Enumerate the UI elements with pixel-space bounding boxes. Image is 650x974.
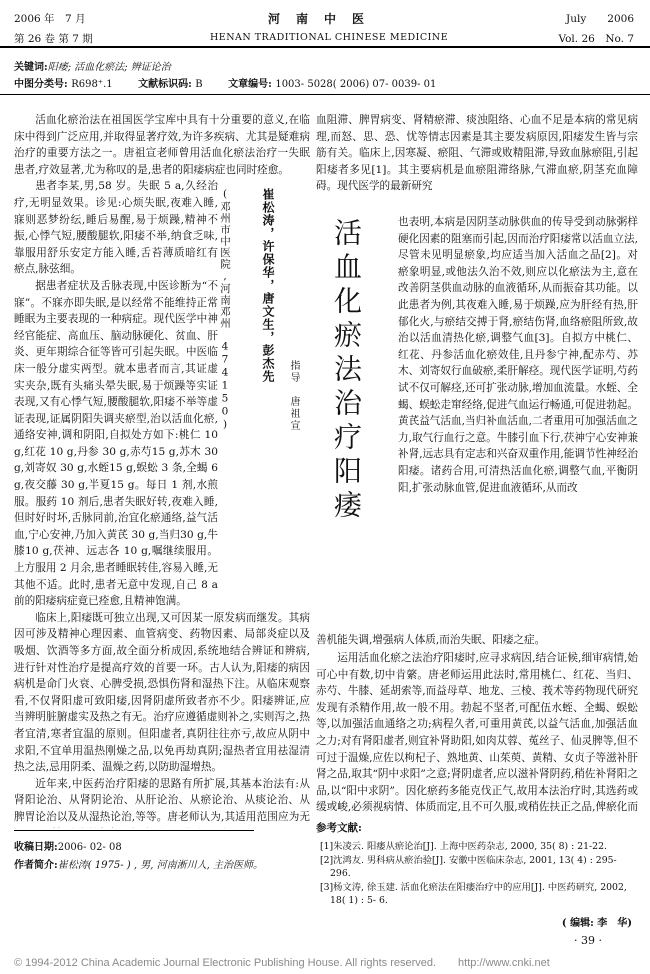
- received-line: [14, 838, 122, 853]
- references-list: [320, 840, 638, 908]
- paragraph: 近年来,中医药治疗阳痿的思路有所扩展,其基本治法有:从肾阳论治、从肾阴论治、从肝论治、从瘀论治、从痰论治、从脾胃论治以及从湿热论治,等等。唐老师认为,其适用范围应为无: [14, 777, 310, 823]
- author-line: [14, 856, 263, 871]
- paragraph: 临床上,阳痿既可独立出现,又可因某一原发病而继发。其病因可涉及精神心理因素、血管病变、药物因素、局部炎症以及吸烟、饮酒等多方面,故全面分析成因,系统地结合辨证和辨病,进行针对性治疗是提高疗效的首要一环。古人认为,阳痿的病因病机是命门火衰、心脾受损,恐惧伤肾和湿热下注。从临床观察看,不仅肾阳虚可致阳痿,因肾阴虚所致者亦不少。阳痿辨证,应当辨明脏腑虚实及热之有无。治疗应遵循虚则补之,实则泻之,热者宜清,寒者宜温的原则。但阳虚者,真阴往往亦亏,故应从阴中求阳,不宜单用温热刚燥之品,以免再劫真阴;湿热者宜用祛湿清热之法,忌用阴柔、温燥之药,以防助湿增热。: [14, 611, 310, 774]
- received-label: 收稿日期:: [14, 842, 58, 853]
- page-number: · 39 ·: [574, 934, 602, 947]
- references-heading: 参考文献:: [316, 822, 362, 834]
- article-title: 活血化瘀法治疗阳痿: [330, 218, 363, 524]
- journal-title-en: HENAN TRADITIONAL CHINESE MEDICINE: [210, 32, 449, 43]
- keywords-line: [14, 58, 171, 73]
- journal-title-cn: 河 南 中 医: [268, 12, 367, 26]
- header-date-en: July 2006: [566, 13, 634, 25]
- classification-line: [14, 75, 644, 90]
- author-info: 崔松涛( 1975- ) , 男, 河南淅川人, 主治医师。: [57, 860, 263, 871]
- authors: 崔松涛，许保华，唐文生，彭杰先: [261, 188, 275, 383]
- header-volume-en: Vol. 26 No. 7: [558, 33, 634, 45]
- article-no-value: 1003- 5028( 2006) 07- 0039- 01: [275, 79, 437, 90]
- editor-note: ( 编辑: 李 华): [561, 918, 632, 929]
- paragraph: 据患者症状及舌脉表现,中医诊断为“不寐”。不寐亦即失眠,是以经常不能维持正常睡眠为主要表现的一种病症。现代医学中神经官能症、高血压、脑动脉硬化、贫血、肝炎、更年期综合征等皆可引起失眠。中医临床一般分虚实两型。就本患者而言,其证虚实夹杂,既有头痛头晕失眠,易于烦躁等实证表现,又有心悸气短,腰酸腿软,阳痿不举等虚证表现,证属阴阳失调夹瘀型,治以活血化瘀,通络安神,调和阴阳,自拟处方如下:桃仁 10 g,红花 10 g,丹参 30 g,赤芍15 g,苏木 30 g,刘寄奴 30 g,水蛭15 g,蜈蚣 3 条,全蝎 6 g,夜交藤 30 g,半夏15 g。每日 1 剂,水煎服。服药 10 剂后,患者失眠好转,夜难入睡,但时好时坏,舌脉同前,治宜化瘀通络,益气活血,宁心安神,乃加入黄芪 30 g,当归30 g,牛膝10 g,茯神、远志各 10 g,嘱继续服用。上方服用 2 月余,患者睡眠转佳,容易入睡,无其他不适。此时,患者无意中发现,自己 8 a 前的阳痿病症竟已痊愈,且精神饱满。: [14, 279, 218, 608]
- right-column-paragraph: [316, 650, 638, 816]
- footnote-rule: [14, 830, 254, 831]
- right-column-after: 善机能失调,增强病人体质,而治失眠、阳痿之症。: [316, 634, 546, 646]
- right-column-narrow: 也表明,本病是因阴茎动脉供血的传导受到动脉粥样硬化因素的阻塞而引起,因而治疗阳痿常以活血立法,尽管未见明显瘀象,均应适当加入活血之品[2]。对瘀象明显,或他法久治不效,则应以化瘀法为主,意在改善阴茎供血动脉的血液循环,从而振奋其功能。以此患者为例,其夜难入睡,易于烦躁,应为肝经有热,肝郁化火,与瘀结交搏于肾,瘀结伤肾,血络瘀阻所致,故治以活血清热化瘀,调整气血[3]。自拟方中桃仁、红花、丹参活血化瘀效佳,且丹参宁神,配赤芍、苏木、刘寄奴行血破瘀,柔肝解痉。现代医学证明,芍药试不仅可解痉,还可扩张动脉,增加血流量。水蛭、全蝎、蜈蚣走窜经络,促进气血运行畅通,可促进勃起。黄芪益气活血,当归补血活血,二者重用可加强活血之力,取气行血行之意。牛膝引血下行,茯神宁心安神兼补肾,远志具有定志和兴奋双重作用,能调节性神经治阳痿。诸药合用,可清热活血化瘀,调整气血,平衡阴阳,扩张动脉血管,促进血液循环,从而改: [398, 216, 638, 494]
- doc-code-value: B: [195, 79, 203, 90]
- copyright-line: © 1994-2012 China Academic Journal Electronic Publishing House. All rights reserved. http://www.cnki.net: [14, 957, 550, 969]
- paragraph: 运用活血化瘀之法治疗阳痿时,应寻求病因,结合证候,细审病情,始可心中有数,切中肯綮。唐老师运用此法时,常用桃仁、红花、当归、赤芍、牛膝、延胡索等,而益母草、地龙、三棱、莪术等药物现代研究发现有杀精作用,故一般不用。勃起不坚者,可配伍水蛭、全蝎、蜈蚣等,以加强活血通络之功;病程久者,可重用黄芪,以益气活血,加强活血之力;对有肾阳虚者,则宜补肾助阳,如肉苁蓉、菟丝子、仙灵脾等,但不可过于温燥,应佐以枸杞子、熟地黄、山茱萸、黄精、女贞子等滋补肝肾之品,取其“阴中求阳”之意;肾阴虚者,应以滋补肾阴药,稍佐补肾阳之品,以“阳中求阴”。因化瘀药多能克伐正气,故用本法治疗时,其选药或缓或峻,必须视病情、体质而定,且不可久服,或稍佐扶正之品,俾瘀化而: [316, 652, 638, 814]
- meta-rule: [0, 94, 650, 95]
- class-value: R698⁺.1: [71, 79, 113, 90]
- keywords-label: 关键词:: [14, 62, 48, 73]
- header-date: 2006 年 7 月: [14, 13, 86, 25]
- right-column-top: 血阻滞、脾胃病变、肾精瘀滞、痰浊阻络、心血不足是本病的常见病理,而怒、思、恐、忧等情志因素是其主要发病原因,阳痿发生皆与宗筋有关。临床上,因寒凝、瘀阻、气滞或败精阻滞,导致血脉瘀阻,引起阳痿者多见[1]。其主要病机是血瘀阻滞络脉,气滞血瘀,阴茎充血障碍。现代医学的最新研究: [316, 114, 638, 193]
- received-date: 2006- 02- 08: [57, 842, 122, 853]
- keywords-value: 阳痿; 活血化瘀法; 辨证论治: [47, 62, 171, 73]
- paragraph: 活血化瘀治法在祖国医学宝库中具有十分重要的意义,在临床中得到广泛应用,并取得显著疗效,为许多疾病、尤其是疑难病治疗的重要方法之一。唐祖宣老师曾用活血化瘀法治疗一失眠患者,疗效显著,尤为称叹的是,患者的阳痿病症也同时痊愈。: [14, 114, 310, 176]
- class-label: 中图分类号:: [14, 79, 68, 90]
- reference-item: [3]杨文涛, 徐玉建. 活血化瘀法在阳痿治疗中的应用[J]. 中医药研究, 2002, 18( 1) : 5- 6.: [320, 881, 627, 906]
- paragraph: 患者李某,男,58 岁。失眠 5 a,久经治疗,无明显效果。诊见:心烦失眠,夜难入睡,寐则恶梦纷纭,睡后易醒,易于烦躁,精神不振,心悸气短,腰酸腿软,阳痿不举,纳食乏味,靠服用舒乐安定方能入睡,舌苔薄质暗红有瘀点,脉弦细。: [14, 180, 218, 276]
- affiliation: (邓州市中医院,河南邓州 474150): [219, 188, 231, 432]
- reference-item: [1]朱凌云. 阳痿从瘀论治[J]. 上海中医药杂志, 2000, 35( 8) : 21-22.: [320, 841, 607, 852]
- doc-code-label: 文献标识码:: [138, 79, 192, 90]
- article-no-label: 文章编号:: [228, 79, 272, 90]
- reference-item: [2]沈鸿友. 男科病从瘀治验[J]. 安徽中医临床杂志, 2001, 13( 4) : 295- 296.: [320, 854, 617, 879]
- author-label: 作者简介:: [14, 860, 58, 871]
- title-block: [218, 180, 396, 556]
- supervisor: 指导 唐祖宣: [288, 360, 299, 432]
- header-volume: 第 26 卷 第 7 期: [14, 33, 93, 45]
- header-rule: [0, 46, 650, 48]
